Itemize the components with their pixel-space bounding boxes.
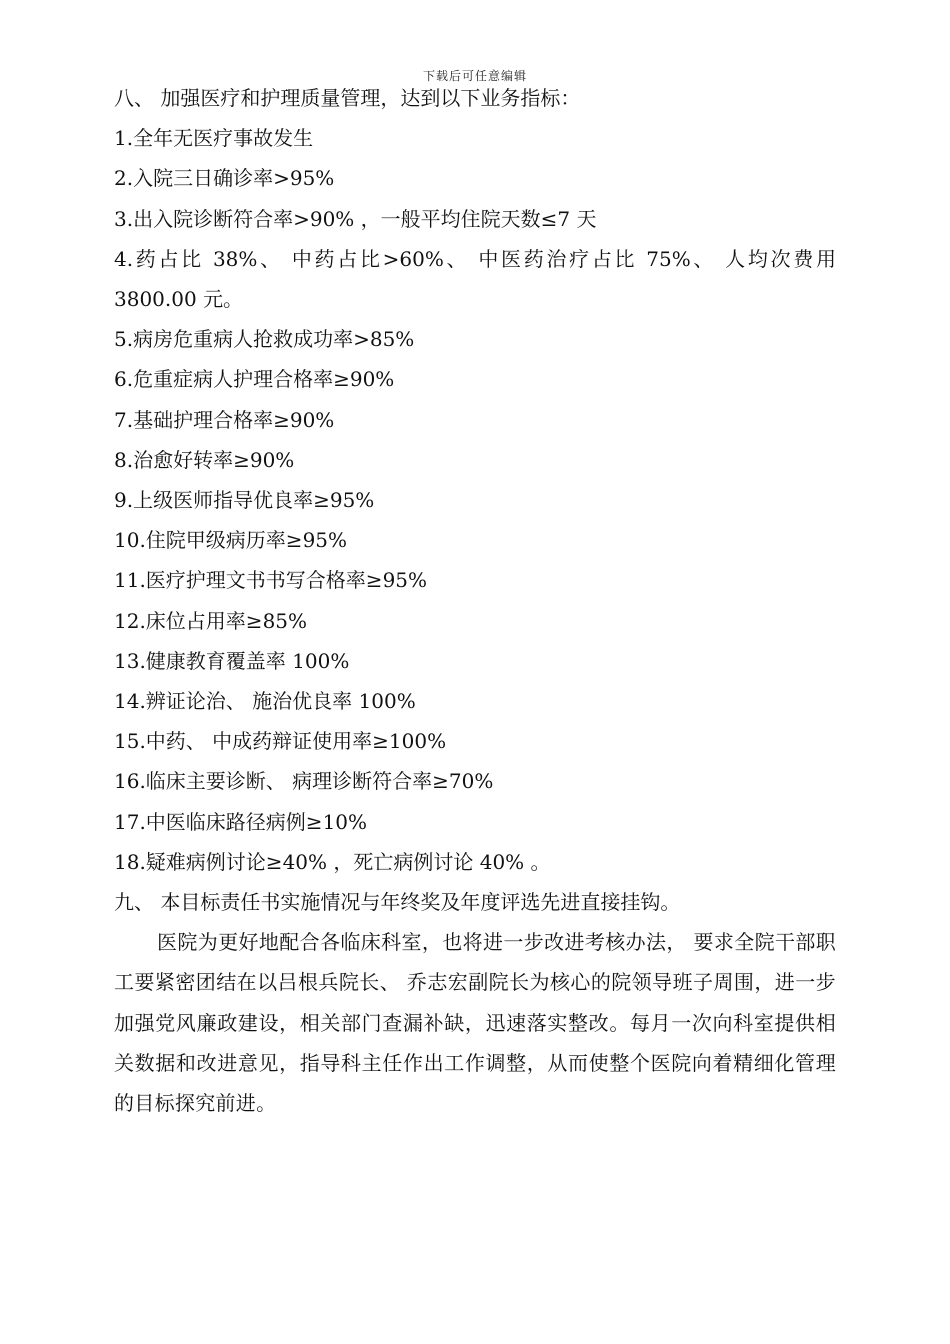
list-item: 15.中药、 中成药辩证使用率≥100% [114, 729, 447, 754]
list-item: 8.治愈好转率≥90% [114, 447, 295, 472]
watermark-text: 下载后可任意编辑 [422, 69, 527, 83]
list-item: 12.床位占用率≥85% [114, 608, 308, 633]
section-9-heading: 九、 本目标责任书实施情况与年终奖及年度评选先进直接挂钩。 [114, 890, 681, 915]
document-body [114, 78, 836, 1123]
list-item: 10.住院甲级病历率≥95% [114, 528, 348, 553]
list-item: 16.临床主要诊断、 病理诊断符合率≥70% [114, 769, 494, 794]
list-item: 18.疑难病例讨论≥40% ，死亡病例讨论 40% 。 [114, 849, 551, 874]
list-item: 13.健康教育覆盖率 100% [114, 648, 350, 673]
list-item: 7.基础护理合格率≥90% [114, 407, 335, 432]
list-item: 14.辨证论治、 施治优良率 100% [114, 689, 416, 714]
list-item: 6.危重症病人护理合格率≥90% [114, 367, 395, 392]
list-item: 17.中医临床路径病例≥10% [114, 809, 368, 834]
closing-paragraph: 医院为更好地配合各临床科室，也将进一步改进考核办法， 要求全院干部职工要紧密团结在以吕根兵院长、 乔志宏副院长为核心的院领导班子周围，进一步加强党风廉政建设，相关部门查漏补缺，迅速落实整改。每月一次向科室提供相关数据和改进意见，指导科主任作出工作调整，从而使整个医院向着精细化管理的目标探究前进。 [114, 930, 836, 1116]
list-item: 2.入院三日确诊率>95% [114, 166, 335, 191]
list-item: 4.药占比 38%、 中药占比>60%、 中医药治疗占比 75%、 人均次费用 3800.00 元。 [114, 246, 836, 312]
list-item: 5.病房危重病人抢救成功率>85% [114, 327, 415, 352]
list-item: 3.出入院诊断符合率>90% ，一般平均住院天数≤7 天 [114, 206, 597, 231]
section-8-heading: 八、 加强医疗和护理质量管理，达到以下业务指标： [114, 86, 581, 110]
list-item: 1.全年无医疗事故发生 [114, 126, 314, 151]
list-item: 9.上级医师指导优良率≥95% [114, 488, 375, 513]
list-item: 11.医疗护理文书书写合格率≥95% [114, 568, 428, 593]
